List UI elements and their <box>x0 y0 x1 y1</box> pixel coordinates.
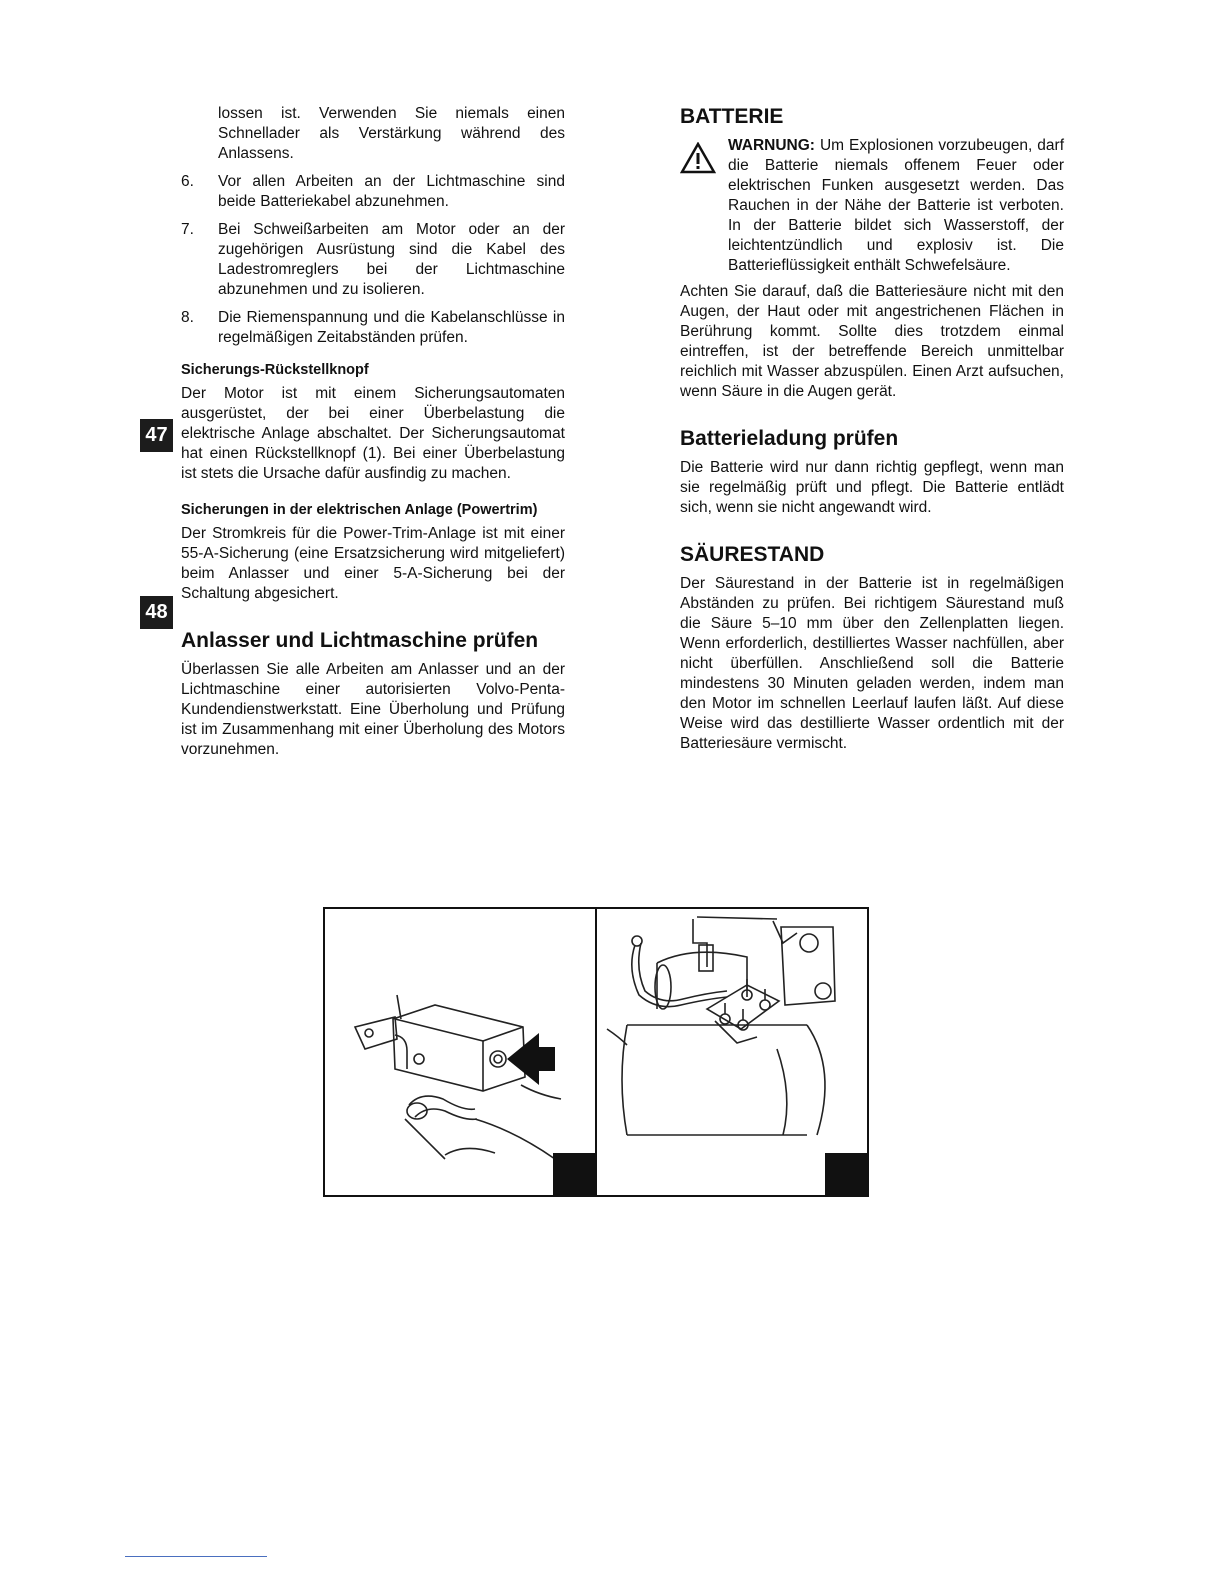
left-column <box>181 104 565 760</box>
figure-number-tab-47 <box>553 1153 595 1195</box>
warning-label: WARNUNG: <box>728 137 815 154</box>
list-item-text: Vor allen Arbeiten an der Lichtmaschine sind beide Batteriekabel abzunehmen. <box>218 173 565 210</box>
right-column <box>680 104 1064 754</box>
fuses-paragraph: Der Stromkreis für die Power-Trim-Anlage ist mit einer 55-A-Sicherung (eine Ersatzsicherung wird mitgeliefert) beim Anlasser und einer 5-A-Sicherung bei der Schaltung abgesichert. <box>181 525 565 602</box>
list-item <box>181 308 565 348</box>
warning-block <box>680 136 1064 276</box>
warning-paragraph <box>728 136 1064 276</box>
fuses-heading: Sicherungen in der elektrischen Anlage (Powertrim) <box>181 502 538 518</box>
warning-triangle-icon <box>680 136 728 276</box>
warning-text: Um Explosionen vorzubeugen, darf die Batterie niemals offenem Feuer oder elektrischen Funken ausgesetzt werden. Das Rauchen in der Nähe der Batterie ist verboten. In der Batterie bildet sich Wasserstoff, der leichtentzündlich und explosiv ist. Die Batterieflüssigkeit enthält Schwefelsäure. <box>728 137 1064 274</box>
acid-level-paragraph: Der Säurestand in der Batterie ist in regelmäßigen Abständen zu prüfen. Bei richtigem Säurestand muß die Säure 5–10 mm über den Zellenplatten liegen. Wenn erforderlich, destilliertes Wasser nachfüllen, aber nicht überfüllen. Anschließend soll die Batterie mindestens 30 Minuten geladen werden, indem man den Motor im schnellen Leerlauf laufen läßt. Auf diese Weise wird das destillierte Wasser ordentlich mit der Batteriesäure vermischt. <box>680 575 1064 752</box>
starter-alternator-paragraph: Überlassen Sie alle Arbeiten am Anlasser und an der Lichtmaschine einer autorisierten Volvo-Penta-Kundendienstwerkstatt. Eine Überholung und Prüfung ist im Zusammenhang mit einer Überholung des Motors vorzunehmen. <box>181 661 565 758</box>
acid-level-heading: SÄURESTAND <box>680 543 825 566</box>
acid-safety-paragraph: Achten Sie darauf, daß die Batteriesäure nicht mit den Augen, der Haut oder mit angestrichenen Flächen in Berührung kommt. Sollte dies trotzdem einmal eintreffen, ist der betreffende Bereich unmittelbar reichlich mit Wasser abzuspülen. Einen Arzt aufsuchen, wenn Säure in die Augen gerät. <box>680 283 1064 400</box>
list-item-text: Die Riemenspannung und die Kabelanschlüsse in regelmäßigen Zeitabständen prüfen. <box>218 309 565 346</box>
list-item-number: 7. <box>181 221 194 238</box>
battery-charge-paragraph: Die Batterie wird nur dann richtig gepflegt, wenn man sie regelmäßig prüft und pflegt. Die Batterie entlädt sich, wenn sie nicht angewandt wird. <box>680 459 1064 516</box>
list-item <box>181 220 565 300</box>
figure-number-tab-48 <box>825 1153 867 1195</box>
illustration-panel-47 <box>325 909 595 1195</box>
illustration-figure <box>323 907 869 1197</box>
starter-alternator-heading: Anlasser und Lichtmaschine prüfen <box>181 629 539 652</box>
figure-ref-47-badge: 47 <box>140 419 173 452</box>
list-item-text: lossen ist. Verwenden Sie niemals einen Schnellader als Verstärkung während des Anlassens. <box>218 105 565 162</box>
illustration-panel-48 <box>595 909 867 1195</box>
list-item-number: 8. <box>181 309 194 326</box>
list-item-number: 6. <box>181 173 194 190</box>
reset-button-heading: Sicherungs-Rückstellknopf <box>181 362 369 378</box>
reset-button-paragraph: Der Motor ist mit einem Sicherungsautomaten ausgerüstet, der bei einer Überbelastung die elektrische Anlage abschaltet. Der Sicherungsautomat hat einen Rückstellknopf (1). Bei einer Überbelastung ist stets die Ursache dafür ausfindig zu machen. <box>181 385 565 482</box>
list-item <box>181 172 565 212</box>
figure-ref-48-badge: 48 <box>140 596 173 629</box>
footnote-rule <box>125 1556 267 1557</box>
list-item-text: Bei Schweißarbeiten am Motor oder an der zugehörigen Ausrüstung sind die Kabel des Ladestromreglers bei der Lichtmaschine abzunehmen und zu isolieren. <box>218 221 565 298</box>
list-item-continued <box>181 104 565 164</box>
battery-heading: BATTERIE <box>680 105 784 128</box>
maintenance-list <box>181 104 565 348</box>
battery-charge-heading: Batterieladung prüfen <box>680 427 899 450</box>
